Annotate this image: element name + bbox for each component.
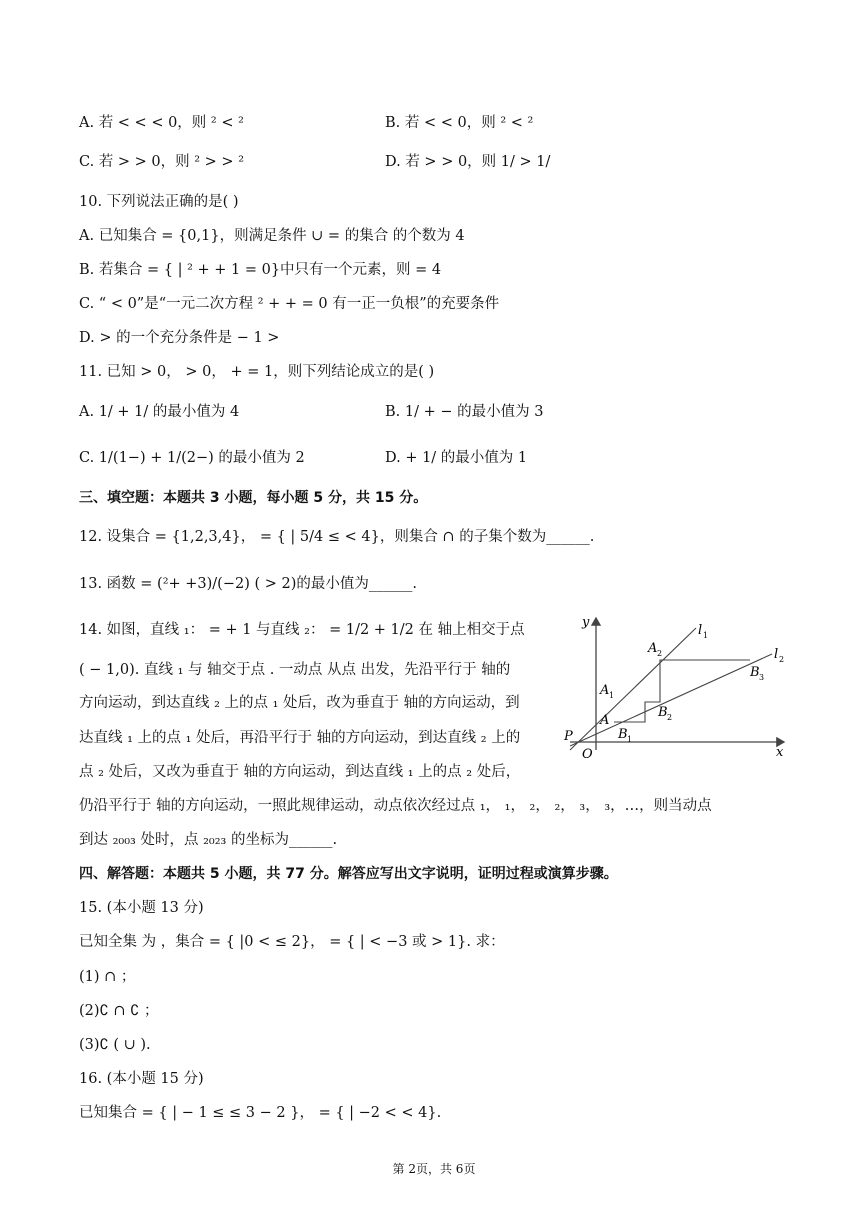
path-staircase	[614, 660, 750, 722]
label-origin: O	[582, 747, 593, 762]
q10-option-c: C. “ < 0”是“一元二次方程 ² + + = 0 有一正一负根”的充要条件	[79, 296, 500, 312]
q15-title: 15. (本小题 13 分)	[79, 900, 204, 916]
label-b1: B	[618, 727, 628, 742]
line-l2	[570, 654, 772, 746]
label-l2: l	[774, 647, 779, 662]
q9-option-a: A. 若 < < < 0，则 ² < ²	[79, 115, 244, 131]
q14-line-3: 方向运动，到达直线 ₂ 上的点 ₁ 处后，改为垂直于 轴的方向运动，到	[79, 695, 520, 711]
q14-line-1: 14. 如图，直线 ₁： = + 1 与直线 ₂： = 1/2 + 1/2 在 轴上相交于点	[79, 622, 525, 638]
q12: 12. 设集合 = {1,2,3,4}， = { | 5/4 ≤ < 4}，则集合 ∩ 的子集个数为______.	[79, 529, 595, 545]
label-x: x	[776, 745, 784, 760]
label-a2: A	[648, 641, 658, 656]
label-b2: B	[658, 705, 668, 720]
q15-stem: 已知全集 为 ，集合 = { |0 < ≤ 2}， = { | < −3 或 > 1}. 求：	[79, 934, 505, 950]
q15-part-2: (2)∁ ∩ ∁ ；	[79, 1003, 159, 1019]
page-footer: 第 2页，共 6页	[392, 1162, 476, 1176]
q16-stem: 已知集合 = { | − 1 ≤ ≤ 3 − 2 }， = { | −2 < < 4}.	[79, 1105, 442, 1121]
label-a: A	[600, 713, 610, 728]
q14-line-5: 点 ₂ 处后，又改为垂直于 轴的方向运动，到达直线 ₁ 上的点 ₂ 处后，	[79, 764, 521, 780]
label-b1-sub: 1	[627, 735, 633, 744]
label-l2-sub: 2	[779, 655, 785, 664]
q14-line-6: 仍沿平行于 轴的方向运动，一照此规律运动，动点依次经过点 ₁， ₁， ₂， ₂， ₃， ₃，…，则当动点	[79, 798, 712, 814]
label-l1-sub: 1	[703, 631, 709, 640]
q14-line-4: 达直线 ₁ 上的点 ₁ 处后，再沿平行于 轴的方向运动，到达直线 ₂ 上的	[79, 730, 521, 746]
q14-line-7: 到达 ₂₀₀₃ 处时，点 ₂₀₂₃ 的坐标为______.	[79, 832, 338, 848]
q10-stem: 10. 下列说法正确的是( )	[79, 194, 239, 210]
q11-option-b: B. 1/ + − 的最小值为 3	[385, 404, 544, 420]
label-b2-sub: 2	[667, 713, 673, 722]
q9-option-c: C. 若 > > 0，则 ² > > ²	[79, 154, 245, 170]
label-l1: l	[698, 623, 703, 638]
q15-part-3: (3)∁ ( ∪ ).	[79, 1037, 151, 1053]
q11-stem: 11. 已知 > 0， > 0， + = 1，则下列结论成立的是( )	[79, 364, 435, 380]
section-3-heading: 三、填空题：本题共 3 小题，每小题 5 分，共 15 分。	[79, 490, 428, 506]
label-b3: B	[750, 665, 760, 680]
section-4-heading: 四、解答题：本题共 5 小题，共 77 分。解答应写出文字说明，证明过程或演算步骤。	[79, 866, 618, 882]
label-p: P	[564, 729, 573, 744]
q15-part-1: (1) ∩ ；	[79, 969, 136, 985]
label-a1: A	[600, 683, 610, 698]
q10-option-b: B. 若集合 = { | ² + + 1 = 0}中只有一个元素，则 = 4	[79, 262, 442, 278]
label-a1-sub: 1	[609, 691, 615, 700]
q14-line-2: ( − 1,0). 直线 ₁ 与 轴交于点 . 一动点 从点 出发，先沿平行于 轴的	[79, 662, 511, 678]
q11-option-d: D. + 1/ 的最小值为 1	[385, 450, 528, 466]
q14-figure	[560, 612, 790, 762]
label-y: y	[582, 615, 590, 630]
label-a2-sub: 2	[657, 649, 663, 658]
label-b3-sub: 3	[759, 673, 765, 682]
line-l1	[570, 628, 696, 750]
q11-option-a: A. 1/ + 1/ 的最小值为 4	[79, 404, 240, 420]
q11-option-c: C. 1/(1−) + 1/(2−) 的最小值为 2	[79, 450, 305, 466]
q16-title: 16. (本小题 15 分)	[79, 1071, 204, 1087]
q10-option-a: A. 已知集合 = {0,1}，则满足条件 ∪ = 的集合 的个数为 4	[79, 228, 465, 244]
q13: 13. 函数 = (²+ +3)/(−2) ( > 2)的最小值为______.	[79, 576, 417, 592]
q10-option-d: D. > 的一个充分条件是 − 1 >	[79, 330, 280, 346]
q9-option-b: B. 若 < < 0，则 ² < ²	[385, 115, 534, 131]
q9-option-d: D. 若 > > 0，则 1/ > 1/	[385, 154, 551, 170]
